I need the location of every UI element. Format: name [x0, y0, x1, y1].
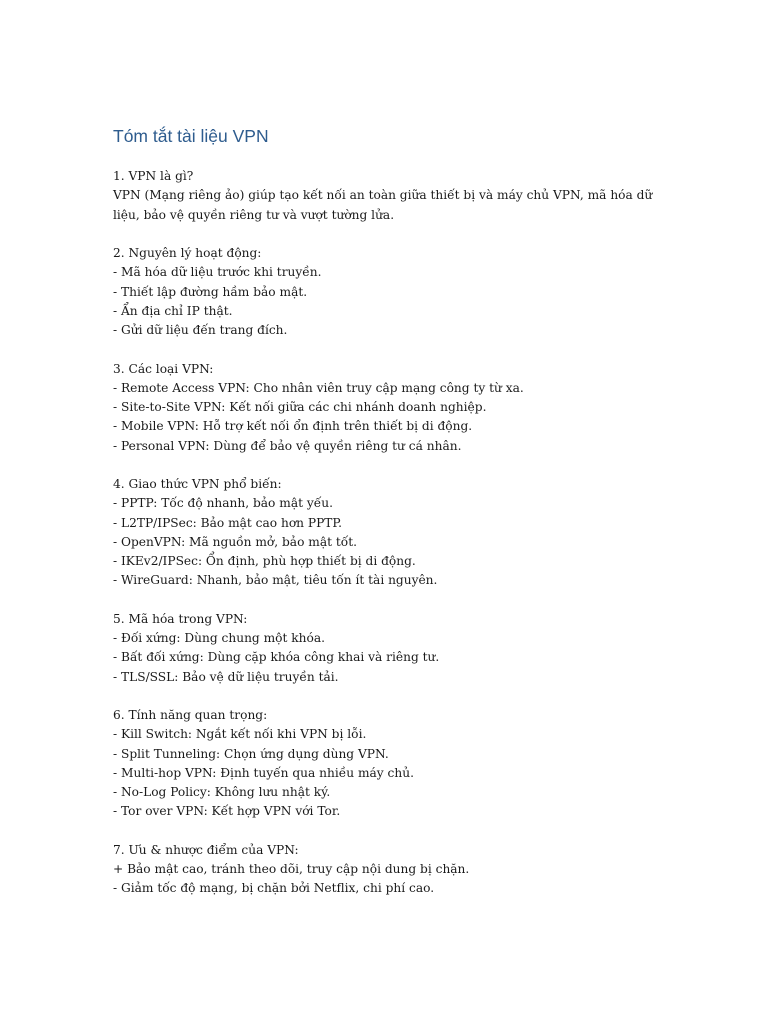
- section-heading: 1. VPN là gì?: [113, 169, 194, 183]
- document-section: [113, 360, 653, 456]
- document-section: [113, 841, 653, 899]
- section-heading: 7. Ưu & nhược điểm của VPN:: [113, 842, 299, 857]
- document-section: [113, 706, 653, 822]
- bullet-list: [113, 725, 653, 821]
- document-section: [113, 475, 653, 591]
- list-item: - Thiết lập đường hầm bảo mật.: [113, 284, 308, 299]
- section-heading: 6. Tính năng quan trọng:: [113, 708, 268, 722]
- list-item: - Giảm tốc độ mạng, bị chặn bởi Netflix, chi phí cao.: [113, 881, 435, 896]
- list-item: - Personal VPN: Dùng để bảo vệ quyền riêng tư cá nhân.: [113, 438, 462, 453]
- section-heading: 4. Giao thức VPN phổ biến:: [113, 477, 282, 491]
- list-item: - Split Tunneling: Chọn ứng dụng dùng VPN.: [113, 746, 389, 761]
- paragraph-line: liệu, bảo vệ quyền riêng tư và vượt tường lửa.: [113, 207, 395, 222]
- bullet-list: [113, 494, 653, 590]
- list-item: - WireGuard: Nhanh, bảo mật, tiêu tốn ít tài nguyên.: [113, 573, 438, 588]
- bullet-list: [113, 629, 653, 687]
- list-item: - Ẩn địa chỉ IP thật.: [113, 303, 233, 318]
- document-section: [113, 610, 653, 687]
- list-item: - PPTP: Tốc độ nhanh, bảo mật yếu.: [113, 496, 333, 511]
- section-heading: 5. Mã hóa trong VPN:: [113, 611, 248, 626]
- list-item: - Đối xứng: Dùng chung một khóa.: [113, 631, 325, 645]
- list-item: - TLS/SSL: Bảo vệ dữ liệu truyền tải.: [113, 669, 339, 684]
- list-item: - Kill Switch: Ngắt kết nối khi VPN bị lỗi.: [113, 727, 367, 742]
- bullet-list: [113, 860, 653, 899]
- list-item: - No-Log Policy: Không lưu nhật ký.: [113, 785, 331, 799]
- document-body: [113, 167, 653, 918]
- bullet-list: [113, 379, 653, 456]
- section-heading: 3. Các loại VPN:: [113, 361, 214, 376]
- list-item: - Multi-hop VPN: Định tuyến qua nhiều máy chủ.: [113, 765, 414, 780]
- document-title: Tóm tắt tài liệu VPN: [113, 126, 269, 146]
- bullet-list: [113, 263, 653, 340]
- list-item: - OpenVPN: Mã nguồn mở, bảo mật tốt.: [113, 534, 357, 549]
- document-section: [113, 167, 653, 225]
- list-item: - Site-to-Site VPN: Kết nối giữa các chi nhánh doanh nghiệp.: [113, 400, 487, 414]
- section-heading: 2. Nguyên lý hoạt động:: [113, 246, 262, 260]
- list-item: - Gửi dữ liệu đến trang đích.: [113, 323, 288, 337]
- paragraph-line: VPN (Mạng riêng ảo) giúp tạo kết nối an toàn giữa thiết bị và máy chủ VPN, mã hóa dữ: [113, 188, 653, 203]
- list-item: - Bất đối xứng: Dùng cặp khóa công khai và riêng tư.: [113, 650, 440, 665]
- list-item: - Tor over VPN: Kết hợp VPN với Tor.: [113, 804, 341, 819]
- list-item: + Bảo mật cao, tránh theo dõi, truy cập nội dung bị chặn.: [113, 862, 470, 876]
- list-item: - Mobile VPN: Hỗ trợ kết nối ổn định trên thiết bị di động.: [113, 419, 473, 434]
- list-item: - IKEv2/IPSec: Ổn định, phù hợp thiết bị di động.: [113, 554, 416, 568]
- list-item: - L2TP/IPSec: Bảo mật cao hơn PPTP.: [113, 515, 343, 530]
- list-item: - Mã hóa dữ liệu trước khi truyền.: [113, 265, 322, 280]
- document-section: [113, 244, 653, 340]
- list-item: - Remote Access VPN: Cho nhân viên truy cập mạng công ty từ xa.: [113, 380, 524, 395]
